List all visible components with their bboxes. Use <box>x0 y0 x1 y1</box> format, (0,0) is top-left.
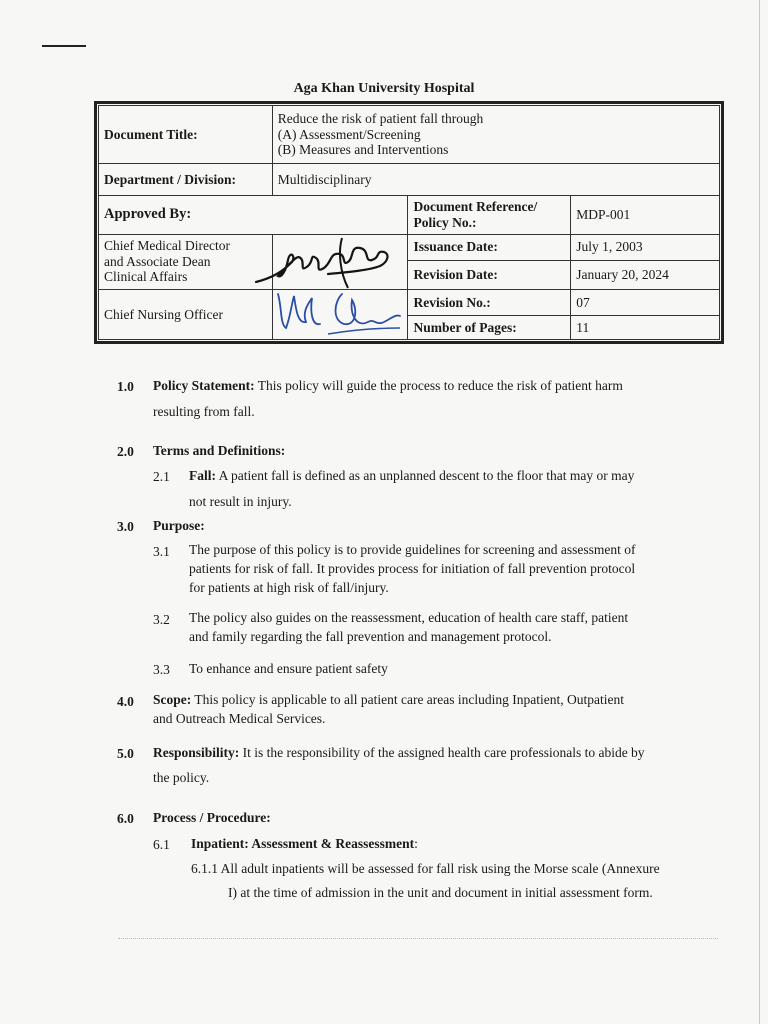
approver-cmd <box>99 234 273 289</box>
section-policy-statement <box>153 375 623 422</box>
revision-no-value: 07 <box>571 289 720 315</box>
section-number: 2.0 <box>117 444 134 459</box>
section-text: for patients at high risk of fall/injury. <box>189 580 389 595</box>
section-responsibility <box>153 742 645 788</box>
section-number: 6.0 <box>117 811 134 826</box>
section-text: resulting from fall. <box>153 404 255 419</box>
heading-text: Purpose: <box>153 518 205 533</box>
approver-line: and Associate Dean <box>104 253 211 269</box>
section-text: 6.1.1 All adult inpatients will be assessed for fall risk using the Morse scale (Annexure <box>191 861 660 876</box>
title-line: (A) Assessment/Screening <box>277 126 421 142</box>
approver-line: Chief Medical Director <box>104 238 230 254</box>
section-number: 4.0 <box>117 694 134 709</box>
heading-text: Terms and Definitions: <box>153 443 286 458</box>
document-meta-table <box>98 105 720 340</box>
term: Fall: <box>189 468 216 483</box>
doc-ref-value: MDP-001 <box>571 196 720 234</box>
pages-value: 11 <box>571 315 720 339</box>
approver-cno: Chief Nursing Officer <box>99 289 273 339</box>
subsection-purpose-1 <box>189 540 636 597</box>
document-title-value <box>272 106 719 164</box>
pages-label: Number of Pages: <box>408 315 571 339</box>
section-text: This policy will guide the process to reduce the risk of patient harm <box>257 378 623 393</box>
scan-mark <box>42 45 86 47</box>
section-heading: Policy Statement: <box>153 378 255 393</box>
section-text: patients for risk of fall. It provides process for initiation of fall prevention protocol <box>189 561 636 576</box>
section-heading: Responsibility: <box>153 745 240 760</box>
section-text: This policy is applicable to all patient care areas including Inpatient, Outpatient <box>194 692 624 707</box>
section-text: A patient fall is defined as an unplanned descent to the floor that may or may <box>218 468 635 483</box>
approved-by-label: Approved By: <box>99 196 408 234</box>
section-heading: Scope: <box>153 692 192 707</box>
section-text: not result in injury. <box>189 494 292 509</box>
section-heading <box>153 440 285 461</box>
heading-text: Inpatient: Assessment & Reassessment <box>191 836 415 851</box>
department-label: Department / Division: <box>99 164 273 196</box>
section-text: The purpose of this policy is to provide guidelines for screening and assessment of <box>189 542 636 557</box>
section-text: and family regarding the fall prevention and management protocol. <box>189 629 552 644</box>
approver-line: Clinical Affairs <box>104 269 188 285</box>
subsection-number: 3.2 <box>153 612 170 627</box>
subsection-6-1-1 <box>191 858 660 903</box>
doc-ref-label-line: Policy No.: <box>413 214 477 230</box>
heading-text: Process / Procedure: <box>153 810 271 825</box>
subsection-number: 2.1 <box>153 469 170 484</box>
subsection-inpatient-heading <box>191 833 418 854</box>
section-heading <box>153 515 205 536</box>
title-line: Reduce the risk of patient fall through <box>277 111 484 127</box>
section-text: The policy also guides on the reassessment, education of health care staff, patient <box>189 610 629 625</box>
subsection-fall-definition <box>189 465 634 512</box>
title-line: (B) Measures and Interventions <box>277 142 449 158</box>
section-text: I) at the time of admission in the unit and document in initial assessment form. <box>228 885 653 900</box>
subsection-purpose-3: To enhance and ensure patient safety <box>189 661 388 676</box>
signature-cell-2 <box>272 289 408 339</box>
document-title-label: Document Title: <box>99 106 273 164</box>
section-text: the policy. <box>153 770 210 785</box>
section-number: 1.0 <box>117 379 134 394</box>
hospital-name: Aga Khan University Hospital <box>293 81 475 96</box>
doc-ref-label-line: Document Reference/ <box>413 199 538 215</box>
issuance-date-value: July 1, 2003 <box>571 234 720 260</box>
section-number: 3.0 <box>117 519 134 534</box>
section-heading <box>153 807 271 828</box>
doc-ref-label <box>408 196 571 234</box>
heading-colon: : <box>414 836 418 851</box>
subsection-purpose-2 <box>189 608 628 646</box>
subsection-number: 3.1 <box>153 544 170 559</box>
page-edge <box>759 0 760 1024</box>
subsection-number: 3.3 <box>153 662 170 677</box>
revision-no-label: Revision No.: <box>408 289 571 315</box>
issuance-date-label: Issuance Date: <box>408 234 571 260</box>
subsection-number: 6.1 <box>153 837 170 852</box>
section-text: and Outreach Medical Services. <box>153 711 326 726</box>
section-text: It is the responsibility of the assigned health care professionals to abide by <box>242 745 645 760</box>
section-scope <box>153 690 624 728</box>
department-value: Multidisciplinary <box>272 164 719 196</box>
section-number: 5.0 <box>117 746 134 761</box>
revision-date-value: January 20, 2024 <box>571 260 720 289</box>
revision-date-label: Revision Date: <box>408 260 571 289</box>
signature-cell-1 <box>272 234 408 289</box>
scan-artifact <box>118 938 718 939</box>
